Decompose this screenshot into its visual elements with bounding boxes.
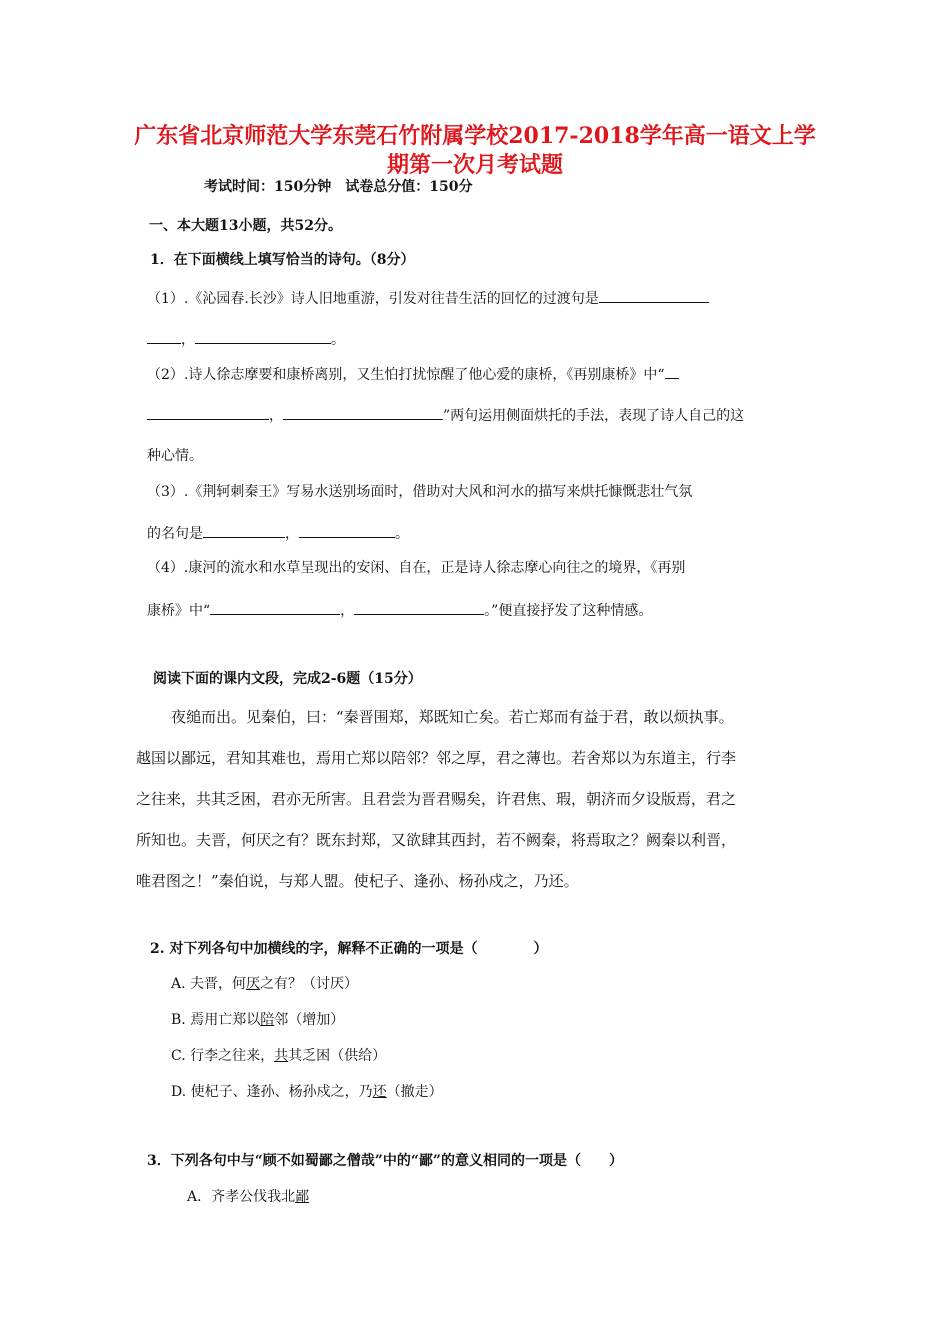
underlined-char: 鄙 xyxy=(295,1189,310,1205)
q1-part1-text: （1）.《沁园春.长沙》诗人旧地重游，引发对往昔生活的回忆的过渡句是 xyxy=(147,291,599,307)
q1-part1-line2 xyxy=(147,327,345,349)
q1-part2-line2 xyxy=(147,403,744,425)
underlined-char: 还 xyxy=(372,1084,387,1100)
option-text: 邻（增加） xyxy=(274,1012,345,1028)
q1-part4-lead: 康桥》中“ xyxy=(147,603,211,619)
period: 。 xyxy=(331,332,345,348)
reading-passage xyxy=(136,697,816,902)
passage-line: 夜缒而出。见秦伯，曰：“秦晋围郑，郑既知亡矣。若亡郑而有益于君，敢以烦执事。 xyxy=(171,708,734,726)
answer-blank[interactable] xyxy=(147,403,269,420)
comma: ， xyxy=(181,332,195,348)
answer-blank[interactable] xyxy=(354,598,484,615)
q3-option-a[interactable] xyxy=(187,1186,309,1206)
q2-option-b[interactable] xyxy=(171,1009,344,1029)
answer-blank[interactable] xyxy=(210,598,340,615)
exam-title-line1: 广东省北京师范大学东莞石竹附属学校2017-2018学年高一语文上学 xyxy=(134,123,816,149)
q1-part2-text: （2）.诗人徐志摩要和康桥离别，又生怕打扰惊醒了他心爱的康桥，《再别康桥》中“ xyxy=(147,367,665,383)
section1-heading: 一、本大题13小题，共52分。 xyxy=(149,218,342,234)
option-text: 其乏困（供给） xyxy=(288,1048,387,1064)
q2-option-a[interactable] xyxy=(171,973,358,993)
passage-line: 之往来，共其乏困，君亦无所害。且君尝为晋君赐矣，许君焦、瑕，朝济而夕设版焉，君之 xyxy=(136,790,737,808)
option-text: C. 行李之往来， xyxy=(171,1048,275,1064)
q1-part1-line1 xyxy=(147,286,709,308)
answer-blank[interactable] xyxy=(665,362,679,379)
q3-prompt: 3．下列各句中与“顾不如蜀鄙之僧哉”中的“鄙”的意义相同的一项是（ ） xyxy=(147,1153,623,1169)
answer-blank[interactable] xyxy=(283,403,443,420)
q1-part4-end: 。”便直接抒发了这种情感。 xyxy=(484,603,653,619)
answer-blank[interactable] xyxy=(599,286,709,303)
q2-option-d[interactable] xyxy=(171,1081,443,1101)
q1-part3-line1: （3）.《荆轲刺秦王》写易水送别场面时，借助对大风和河水的描写来烘托慷慨悲壮气氛 xyxy=(147,484,693,500)
option-text: 之有？（讨厌） xyxy=(260,976,359,992)
underlined-char: 陪 xyxy=(260,1012,275,1028)
underlined-char: 共 xyxy=(274,1048,289,1064)
option-text: （撤走） xyxy=(386,1084,443,1100)
comma: ， xyxy=(340,603,355,619)
answer-blank[interactable] xyxy=(147,327,181,344)
q1-part4-line1: （4）.康河的流水和水草呈现出的安闲、自在，正是诗人徐志摩心向往之的境界，《再别 xyxy=(147,560,686,576)
option-text: D. 使杞子、逢孙、杨孙戍之，乃 xyxy=(171,1084,373,1100)
q1-prompt: 1．在下面横线上填写恰当的诗句。（8分） xyxy=(150,252,415,268)
q1-part2-line3: 种心情。 xyxy=(147,448,203,464)
q1-part4-line2 xyxy=(147,598,652,620)
q1-part2-line1 xyxy=(147,362,679,384)
passage-line: 越国以鄙远，君知其难也，焉用亡郑以陪邻？邻之厚，君之薄也。若舍郑以为东道主，行李 xyxy=(136,749,737,767)
exam-time: 考试时间：150分钟 xyxy=(204,179,332,195)
q1-part2-text-mid: ”两句运用侧面烘托的手法，表现了诗人自己的这 xyxy=(443,408,745,424)
answer-blank[interactable] xyxy=(195,327,331,344)
answer-blank[interactable] xyxy=(203,521,285,538)
comma: ， xyxy=(285,526,299,542)
underlined-char: 厌 xyxy=(246,976,261,992)
q2-option-c[interactable] xyxy=(171,1045,386,1065)
comma: ， xyxy=(269,408,283,424)
total-score: 试卷总分值：150分 xyxy=(345,179,473,195)
passage-line: 所知也。夫晋，何厌之有？既东封郑，又欲肆其西封，若不阙秦，将焉取之？阙秦以利晋， xyxy=(136,831,737,849)
passage-line: 唯君图之！”秦伯说，与郑人盟。使杞子、逢孙、杨孙戍之，乃还。 xyxy=(136,872,579,890)
exam-meta xyxy=(204,176,472,196)
option-text: A. 夫晋，何 xyxy=(171,976,247,992)
q1-part3-lead: 的名句是 xyxy=(147,526,203,542)
option-text: A．齐孝公伐我北 xyxy=(187,1189,296,1205)
q2-prompt: 2. 对下列各句中加横线的字，解释不正确的一项是（ ） xyxy=(150,941,548,957)
q1-part3-line2 xyxy=(147,521,409,543)
period: 。 xyxy=(395,526,409,542)
answer-blank[interactable] xyxy=(299,521,395,538)
exam-title-line2: 期第一次月考试题 xyxy=(386,152,563,178)
option-text: B. 焉用亡郑以 xyxy=(171,1012,261,1028)
reading-heading: 阅读下面的课内文段，完成2-6题（15分） xyxy=(153,671,422,687)
